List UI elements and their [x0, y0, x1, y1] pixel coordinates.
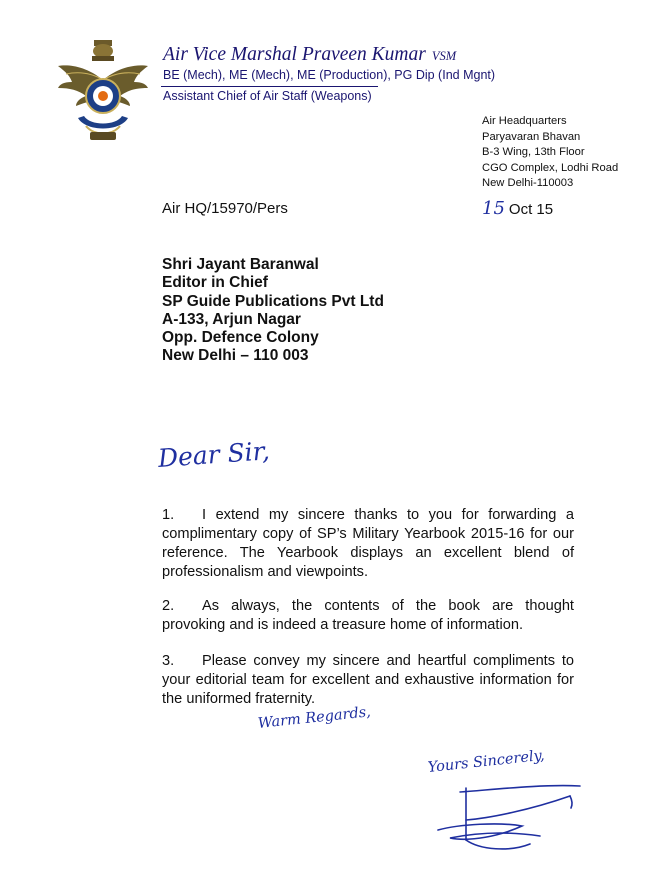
air-force-crest-icon — [56, 36, 150, 148]
address-line: B-3 Wing, 13th Floor — [482, 146, 585, 158]
letter-date — [482, 198, 553, 219]
address-line: CGO Complex, Lodhi Road — [482, 161, 619, 174]
sender-postnominal: VSM — [431, 49, 457, 63]
recipient-line: Shri Jayant Baranwal — [162, 256, 319, 273]
reference-number: Air HQ/15970/Pers — [162, 200, 288, 217]
handwritten-day: 15 — [482, 198, 505, 219]
date-month-year: Oct 15 — [508, 201, 554, 218]
signature-icon — [430, 780, 590, 860]
body-paragraph — [162, 652, 574, 709]
paragraph-text: I extend my sincere thanks to you for forwarding a complimentary copy of SP’s Military Yearbook 2015-16 for our reference. The Yearbook displays an excellent blend of professionalism and viewpoints. — [162, 507, 574, 580]
recipient-line: SP Guide Publications Pvt Ltd — [162, 292, 384, 310]
sender-name: Air Vice Marshal Praveen Kumar VSM — [163, 44, 457, 65]
handwritten-salutation: Dear Sir, — [156, 436, 271, 473]
address-line: Paryavaran Bhavan — [482, 130, 581, 143]
recipient-address — [162, 256, 384, 366]
recipient-line: Opp. Defence Colony — [162, 329, 319, 347]
recipient-line: A-133, Arjun Nagar — [162, 310, 301, 328]
handwritten-regards: Warm Regards, — [257, 704, 372, 732]
sender-designation: Assistant Chief of Air Staff (Weapons) — [163, 89, 372, 103]
paragraph-text: Please convey my sincere and heartful compliments to your editorial team for excellent and exhaustive information for the uniformed fraternity. — [162, 653, 574, 707]
sender-address — [482, 114, 618, 192]
body-paragraph — [162, 506, 574, 582]
address-line: Air Headquarters — [482, 115, 567, 127]
paragraph-number: 2. — [162, 598, 175, 614]
paragraph-number: 1. — [162, 507, 175, 523]
sender-qualifications: BE (Mech), ME (Mech), ME (Production), PG Dip (Ind Mgnt) — [163, 68, 496, 82]
paragraph-text: As always, the contents of the book are thought provoking and is indeed a treasure home of information. — [162, 598, 574, 633]
handwritten-sign-off: Yours Sincerely, — [427, 747, 546, 776]
address-line: New Delhi-110003 — [482, 177, 574, 189]
body-paragraph — [162, 597, 574, 635]
paragraph-number: 3. — [162, 653, 175, 669]
recipient-line: New Delhi – 110 003 — [162, 347, 309, 365]
recipient-line: Editor in Chief — [162, 274, 268, 292]
letterhead-divider — [161, 86, 378, 87]
